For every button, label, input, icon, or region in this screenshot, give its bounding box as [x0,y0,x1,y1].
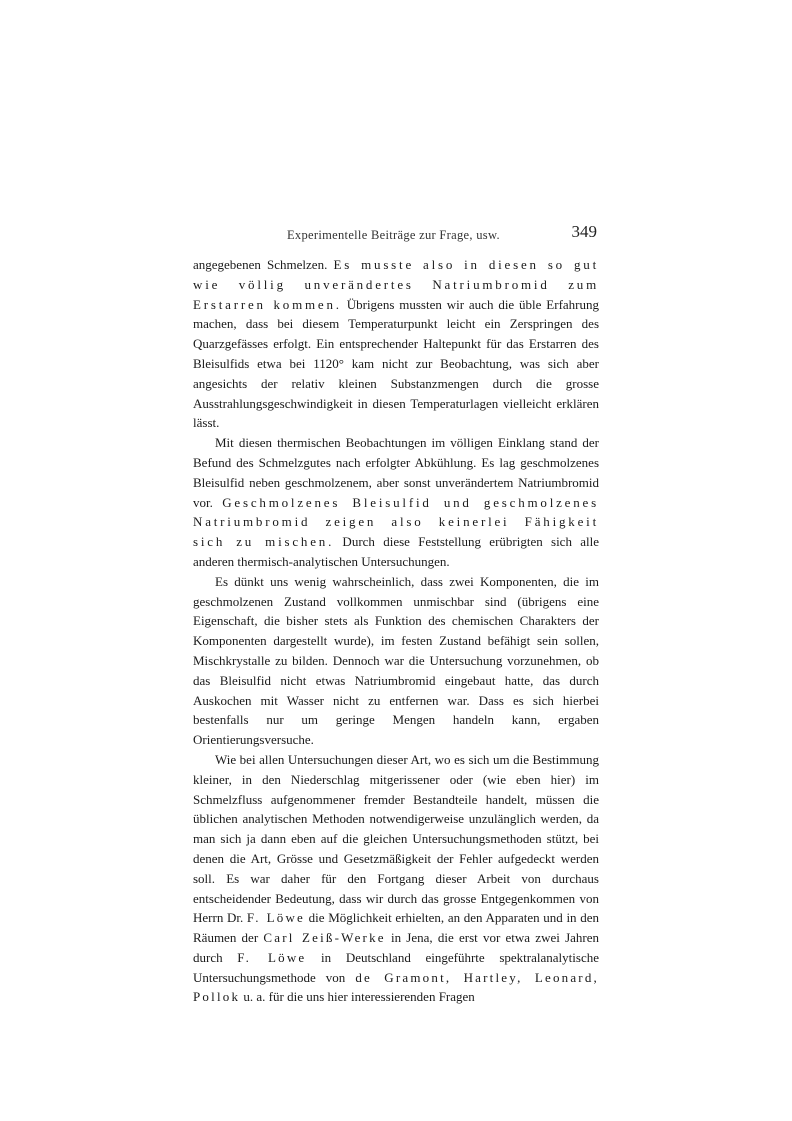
page-number: 349 [571,222,597,241]
paragraph-1 [193,255,599,433]
body-text [193,255,599,1007]
text-span: in Jena, die erst vor etwa zwei Jahren durch [193,930,599,965]
text-span: u. a. für die uns hier interessierenden Fragen [240,989,475,1005]
text-span: Durch diese Feststellung erübrigten sich alle anderen thermisch-analytischen Untersuchungen. [193,534,599,569]
author-names: de Gramont, Hartley, Leonard, Pollok [193,969,599,1005]
text-span: die Möglichkeit erhielten, an den Apparaten und in den Räumen der [193,910,599,946]
running-title: Experimentelle Beiträge zur Frage, usw. [287,228,500,242]
emphasized-text: Es musste also in diesen so gut wie völlig unverändertes Natriumbromid zum Erstarren kommen. [193,257,599,312]
page-header [193,222,599,246]
paragraph-4 [193,750,599,1007]
paragraph-3 [193,572,599,750]
text-span: angegebenen Schmelzen. [193,257,334,272]
text-span: Wie bei allen Untersuchungen dieser Art, wo es sich um die Bestimmung kleiner, in den Niederschlag mitgerissener oder (wie eben hier) im Schmelzfluss aufgenommener fremder Bestandteile handelt, müssen die üblichen analytischen Methoden notwendigerweise unzulänglich werden, da man sich ja dann eben auf die gleichen Untersuchungsmethoden stützt, bei denen die Art, Grösse und Gesetzmäßigkeit der Fehler aufgedeckt werden soll. Es war daher für den Fortgang dieser Arbeit von durchaus entscheidender Bedeutung, dass wir durch das grosse Entgegenkommen von Herrn Dr. [193,751,599,926]
text-span: Mit diesen thermischen Beobachtungen im völligen Einklang stand der Befund des Schmelzgutes nach erfolgter Abkühlung. Es lag geschmolzenes Bleisulfid neben geschmolzenem, aber sonst unverändertem Natriumbromid vor. [193,435,599,510]
text-span: in Deutschland eingeführte spektralanalytische Untersuchungsmethode von [193,949,599,985]
text-span: Es dünkt uns wenig wahrscheinlich, dass zwei Komponenten, die im geschmolzenen Zustand vollkommen unmischbar sind (übrigens eine Eigenschaft, die bisher stets als Funktion des chemischen Charakters der Komponenten dargestellt wurde), im festen Zustand befähigt sein sollen, Mischkrystalle zu bilden. Dennoch war die Untersuchung vorzunehmen, ob das Bleisulfid nicht etwas Natriumbromid eingebaut hatte, das durch Auskochen mit Wasser nicht zu entfernen war. Dass es sich hierbei bestenfalls nur um geringe Mengen handeln kann, ergaben Orientierungsversuche. [193,573,599,748]
person-name: F. Löwe [237,949,307,965]
text-span: Übrigens mussten wir auch die üble Erfahrung machen, dass bei diesem Temperaturpunkt leicht ein Zerspringen des Quarzgefässes erfolgt. Ein entsprechender Haltepunkt für das Erstarren des Bleisulfids etwa bei 1120° kam nicht zur Beobachtung, was sich aber angesichts der relativ kleinen Substanzmengen durch die grosse Ausstrahlungsgeschwindigkeit in diesen Temperaturlagen vielleicht erklären lässt. [193,296,600,431]
emphasized-text: Geschmolzenes Bleisulfid und geschmolzenes Natriumbromid zeigen also keinerlei Fähigkeit sich zu mischen. [193,494,599,550]
paragraph-2 [193,433,599,572]
company-name: Carl Zeiß-Werke [263,930,386,946]
person-name: F. Löwe [246,910,306,926]
